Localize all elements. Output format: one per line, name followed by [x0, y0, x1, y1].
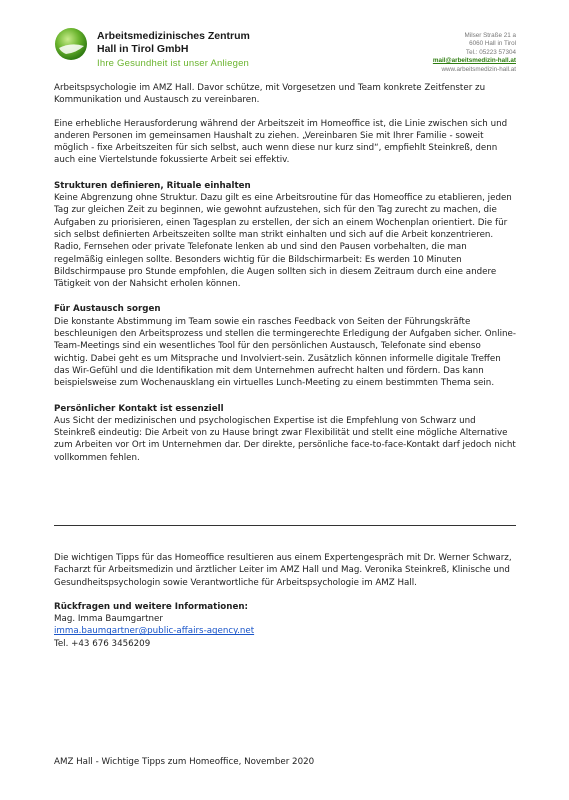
- article-body: [54, 82, 516, 477]
- page-footer: AMZ Hall - Wichtige Tipps zum Homeoffice, November 2020: [54, 757, 315, 767]
- org-name-line2: Hall in Tirol GmbH: [97, 43, 189, 55]
- contact-city: 6060 Hall in Tirol: [469, 40, 516, 48]
- org-contact-block: [433, 32, 516, 74]
- section-text-exchange: Die konstante Abstimmung im Team sowie ein rasches Feedback von Seiten der Führungskräfte beschleunigen den Arbeitsprozess und stellen die termingerechte Erledigung der Aufgaben sicher. Online-Team-Meetings sind ein wesentliches Tool für den persönlichen Austausch, Telefonate sind ebenso wichtig. Dabei geht es um Mitsprache und Involviert-sein. Zusätzlich können informelle digitale Treffen das Wir-Gefühl und die Identifikation mit dem Unternehmen aufrecht halten und fördern. Das kann beispielsweise zum Wochenausklang ein virtuelles Lunch-Meeting zu einem bestimmten Thema sein.: [54, 316, 516, 389]
- section-heading-contact: Persönlicher Kontakt ist essenziell: [54, 403, 224, 414]
- section-text-contact: Aus Sicht der medizinischen und psychologischen Expertise ist die Empfehlung von Schwarz und Steinkreß eindeutig: Die Arbeit von zu Hause bringt zwar Flexibilität und stellt eine mögliche Alternative zum Arbeiten vor Ort im Unternehmen dar. Der direkte, persönliche face-to-face-Kontakt darf jedoch nicht vollkommen fehlen.: [54, 415, 516, 463]
- divider: [54, 525, 516, 526]
- paragraph-1: Arbeitspsychologie im AMZ Hall. Davor schütze, mit Vorgesetzen und Team konkrete Zeitfenster zu Kommunikation und Austausch zu vereinbaren.: [54, 83, 486, 106]
- contact-tel: Tel.: 05223 57304: [465, 48, 516, 56]
- press-info: [54, 552, 516, 650]
- contact-email-link[interactable]: mail@arbeitsmedizin-hall.at: [432, 57, 516, 65]
- press-contact-email-link[interactable]: imma.baumgartner@public-affairs-agency.net: [54, 626, 255, 637]
- press-contact-heading: Rückfragen und weitere Informationen:: [54, 601, 249, 612]
- section-heading-exchange: Für Austausch sorgen: [54, 304, 161, 315]
- press-contact-phone: Tel. +43 676 3456209: [54, 638, 151, 649]
- organization-name: [97, 30, 250, 69]
- contact-street: Milser Straße 21 a: [464, 32, 516, 39]
- section-text-structures: Keine Abgrenzung ohne Struktur. Dazu gilt es eine Arbeitsroutine für das Homeoffice zu etablieren, jeden Tag zur gleichen Zeit zu beginnen, wie gewohnt aufzustehen, sich für den Tag zurecht zu machen, die Aufgaben zu priorisieren, einen Tagesplan zu erstellen, der sich an einem Wochenplan orientiert. Die für sich selbst definierten Arbeitszeiten sollte man strikt einhalten und sich auf die Arbeit konzentrieren. Radio, Fernsehen oder private Telefonate lenken ab und sind den Pausen vorbehalten, die man regelmäßig einlegen sollte. Besonders wichtig für die Bildschirmarbeit: Es werden 10 Minuten Bildschirmpause pro Stunde empfohlen, die Augen sollten sich in diesem Zeitraum durch eine andere Tätigkeit von der Nahsicht erholen können.: [54, 193, 512, 290]
- paragraph-2: Eine erhebliche Herausforderung während der Arbeitszeit im Homeoffice ist, die Linie zwischen sich und anderen Personen im gemeinsamen Haushalt zu ziehen. „Vereinbaren Sie mit Ihrer Familie - soweit möglich - fixe Arbeitszeiten für sich selbst, auch wenn diese nur kurz sind“, empfiehlt Steinkreß, denn auch eine Viertelstunde fokussierte Arbeit sei effektiv.: [54, 118, 508, 166]
- org-slogan: Ihre Gesundheit ist unser Anliegen: [97, 58, 250, 69]
- amz-logo-icon: [54, 27, 88, 61]
- press-contact-name: Mag. Imma Baumgartner: [54, 614, 163, 625]
- section-heading-structures: Strukturen definieren, Rituale einhalten: [54, 180, 251, 191]
- expert-note: Die wichtigen Tipps für das Homeoffice resultieren aus einem Expertengespräch mit Dr. Werner Schwarz, Facharzt für Arbeitsmedizin und ärztlicher Leiter im AMZ Hall und Mag. Veronika Steinkreß, Klinische und Gesundheitspsychologin sowie Verantwortliche für Arbeitspsychologie im AMZ Hall.: [54, 553, 512, 588]
- contact-web[interactable]: www.arbeitsmedizin-hall.at: [441, 65, 516, 73]
- org-name-line1: Arbeitsmedizinisches Zentrum: [97, 30, 250, 42]
